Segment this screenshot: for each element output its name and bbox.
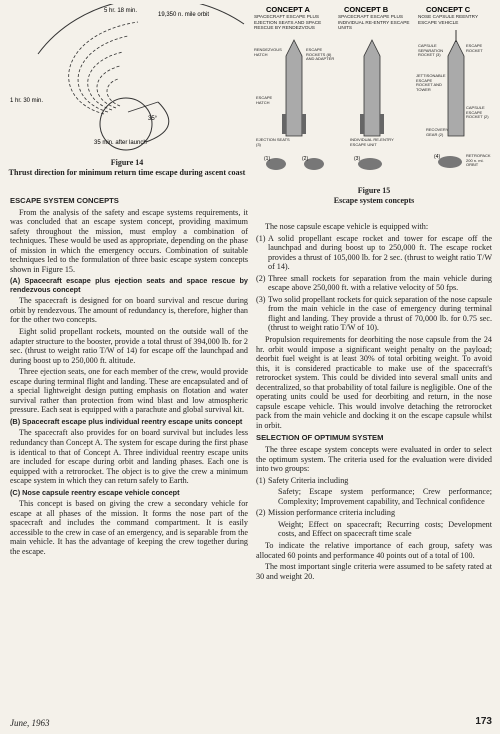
concept-a-rocket-left xyxy=(282,114,286,134)
figure-14 xyxy=(8,4,246,186)
figure-15-number: Figure 15 xyxy=(357,186,391,195)
lbl-retropack-wrap xyxy=(466,154,494,174)
list-item-3 xyxy=(256,295,492,333)
vignette-3 xyxy=(358,158,382,170)
thrust-line xyxy=(128,102,158,112)
figure-15-diagram xyxy=(254,4,494,184)
label-jettisonable: JETTISONABLE ESCAPE ROCKET AND TOWER xyxy=(416,74,446,92)
label-escape-rocket: ESCAPE ROCKET xyxy=(466,44,483,53)
group-item-2 xyxy=(256,508,492,518)
para-a1: The spacecraft is designed for on board survival and rescue during orbit by rendezvous. The amount of redundancy is, therefore, higher than for the other two concepts. xyxy=(10,296,248,325)
list-num-3: (3) xyxy=(256,294,266,304)
list-text-2: Three small rockets for separation from the main vehicle during escape above 250,000 ft. with a relative velocity of 50 fps. xyxy=(268,273,492,293)
para-importance: To indicate the relative importance of each group, safety was allocated 60 points and performance 40 points out of a total of 100. xyxy=(256,540,492,560)
group-num-1: (1) xyxy=(256,475,266,485)
list-text-3: Two solid propellant rockets for quick separation of the nose capsule from the main vehicle in the case of emergency during terminal flight and landing. They provide a thrust of 70,000 lb. for 0.75 sec. (thrust to weight ratio T/W of 10). xyxy=(268,294,492,333)
heading-concept-b: (B) Spacecraft escape plus individual reentry escape units concept xyxy=(10,416,243,426)
concept-c-title: CONCEPT C xyxy=(426,5,471,14)
concept-b-subtitle: SPACECRAFT ESCAPE PLUS INDIVIDUAL RE-ENTRY ESCAPE UNITS xyxy=(338,14,410,31)
lbl-ejection-wrap xyxy=(256,138,290,152)
label-capsule-escape: CAPSULE ESCAPE ROCKET (2) xyxy=(466,106,489,120)
lbl-capsule-escape-wrap xyxy=(466,106,494,124)
figure-15 xyxy=(254,4,494,204)
list-item-1 xyxy=(256,234,492,272)
label-5hr: 5 hr. 18 min. xyxy=(104,8,138,14)
trajectory-3 xyxy=(88,52,123,110)
lbl-escape-rockets-wrap xyxy=(306,48,340,68)
figure-15-title: Escape system concepts xyxy=(333,196,415,205)
marker-3: (3) xyxy=(354,156,361,162)
list-text-1: A solid propellant escape rocket and tower for escape off the launchpad and during boost up to 250,000 ft. The escape rocket provides a thrust of 105,000 lb. for 2 sec. (thrust to weight ratio T/W of 14). xyxy=(268,233,492,272)
lbl-escape-rocket-wrap xyxy=(466,44,494,58)
marker-2: (2) xyxy=(302,156,309,162)
para-b1: The spacecraft also provides for on board survival but includes less redundancy than Concept A. The system for escape during the first phase is identical to that of Concept A. Three individual reentry escape units are included for escape during orbit and landing phases. Each one is equipped with a retrorocket. The object is to give the crew a minimum escape system in which they can return safely to Earth. xyxy=(10,428,248,486)
para-equipped: The nose capsule escape vehicle is equipped with: xyxy=(265,222,429,231)
trajectory-4 xyxy=(97,66,120,108)
concept-c-subtitle: NOSE CAPSULE REENTRY ESCAPE VEHICLE xyxy=(418,14,479,25)
concept-a-rocket-right xyxy=(302,114,306,134)
concept-b-vehicle xyxy=(364,40,380,136)
label-capsule-separation: CAPSULE SEPARATION ROCKET (3) xyxy=(418,44,444,58)
marker-1: (1) xyxy=(264,156,271,162)
figure-14-title: Thrust direction for minimum return time escape during ascent coast xyxy=(8,168,246,177)
label-escape-hatch: ESCAPE HATCH xyxy=(256,96,273,105)
concept-b-title: CONCEPT B xyxy=(344,5,389,14)
label-35min: 35 min. after launch xyxy=(94,140,147,146)
para-evaluation: The three escape system concepts were evaluated in order to select the optimum system. The criteria used for the evaluation were divided into two groups: xyxy=(256,445,492,474)
trajectory-1 xyxy=(69,22,138,114)
para-a3: Three ejection seats, one for each member of the crew, would provide escape during terminal flight and landing. These are encapsulated and of a special lightweight design putting emphasis on flotation and water survival rather than protection from wind blast and low atmospheric pressure. Each seat is equipped with a parachute and global survival kit. xyxy=(10,367,248,415)
concept-a-vehicle xyxy=(286,40,302,136)
lbl-individual-wrap xyxy=(350,138,396,156)
lbl-capsule-sep-wrap xyxy=(418,44,448,64)
para-c1: This concept is based on giving the crew a secondary vehicle for escape at all phases of the mission. It forms the nose part of the spacecraft and includes the command compartment. It is easily accessible to the crew in case of an emergency, and is separable from the main vehicle. It has the advantage of keeping the crew together during the escape. xyxy=(10,499,248,556)
para-intro: From the analysis of the safety and escape systems requirements, it was concluded that an escape system concept, providing maximum safety throughout the mission, must employ a combination of techniques. These would be used as appropriate, depending on the phase of mission in which the emergency occurs. Combination of suitable techniques led to the formulation of three basic escape system concepts shown in Figure 15. xyxy=(10,207,248,274)
group-text-1: Safety Criteria including xyxy=(268,475,349,485)
trajectory-2 xyxy=(78,36,128,112)
group-text-2: Mission performance criteria including xyxy=(268,508,396,518)
para-criteria: The most important single criteria were assumed to be safety rated at 30 and weight 20. xyxy=(256,562,492,581)
group-num-2: (2) xyxy=(256,508,266,518)
lbl-jettison-wrap xyxy=(416,74,448,98)
left-column xyxy=(10,193,248,559)
list-num-1: (1) xyxy=(256,233,266,243)
label-angle: 35° xyxy=(148,116,158,122)
label-1hr: 1 hr. 30 min. xyxy=(10,98,44,104)
heading-escape-concepts: ESCAPE SYSTEM CONCEPTS xyxy=(10,196,119,205)
page-number: 173 xyxy=(475,716,492,727)
figure-14-diagram xyxy=(8,4,246,152)
para-propulsion: Propulsion requirements for deorbiting the nose capsule from the 24 hr. orbit would impose a significant weight penalty on the payload; deorbit fuel weight is at least 30% of total orbiting weight. To avoid this, it is considered practicable to make use of the spacecraft's retrorocket system. This could be divided into several small units and decentralized, so that probability of total failure is negligible. One of the operating units could be used for deorbiting and return, in the nose capsule escape vehicle. This would involve detaching the retrorocket pack from the main vehicle and docking it on the escape capsule whilst in orbit. xyxy=(256,335,492,430)
lbl-escape-hatch-wrap xyxy=(256,96,284,110)
figure-15-caption xyxy=(254,186,494,206)
label-escape-rockets: ESCAPE ROCKETS (8) AND ADAPTER xyxy=(306,48,335,62)
figure-14-caption xyxy=(8,158,246,178)
figure-14-number: Figure 14 xyxy=(110,158,144,167)
vignette-4 xyxy=(438,156,462,168)
right-column xyxy=(256,222,492,583)
concept-b-rocket-right xyxy=(380,114,384,134)
heading-selection: SELECTION OF OPTIMUM SYSTEM xyxy=(256,433,384,443)
para-a2: Eight solid propellant rockets, mounted on the outside wall of the adapter structure to the booster, provide a total thrust of 394,000 lb. for 2 sec. (thrust to weight ratio T/W of 14) for escape off the launchpad and during boost up to 250,000 ft. altitude. xyxy=(10,327,248,365)
label-orbit: 19,350 n. mile orbit xyxy=(158,12,210,18)
group-sub-1: Safety; Escape system performance; Crew performance; Complexity; Improvement capability, and Technical confidence xyxy=(278,487,492,506)
concept-b-rocket-left xyxy=(360,114,364,134)
trajectory-5 xyxy=(107,79,120,106)
label-individual-reentry: INDIVIDUAL RE-ENTRY ESCAPE UNIT xyxy=(350,138,394,147)
label-rendezvous-hatch: RENDEZVOUS HATCH xyxy=(254,48,282,57)
label-ejection-seats: EJECTION SEATS (3) xyxy=(256,138,290,147)
concept-a-title: CONCEPT A xyxy=(266,5,310,14)
heading-concept-c: (C) Nose capsule reentry escape vehicle concept xyxy=(10,487,180,497)
concept-a-subtitle: SPACECRAFT ESCAPE PLUS EJECTION SEATS AND SPACE RESCUE BY RENDEZVOUS xyxy=(254,14,322,31)
list-num-2: (2) xyxy=(256,273,266,283)
label-retropack: RETROPACK 200 n. mi. ORBIT xyxy=(466,154,491,168)
lbl-recovery-wrap xyxy=(426,128,460,142)
heading-concept-a: (A) Spacecraft escape plus ejection seats and space rescue by rendezvous concept xyxy=(10,276,248,294)
list-item-2 xyxy=(256,274,492,293)
concept-b-sub-wrap xyxy=(338,14,414,46)
footer-date: June, 1963 xyxy=(10,718,50,728)
group-sub-2: Weight; Effect on spacecraft; Recurring costs; Development costs, and Effect on spacecraft time scale xyxy=(278,519,492,539)
lbl-rendezvous-wrap xyxy=(254,48,284,62)
group-item-1 xyxy=(256,476,492,486)
marker-4: (4) xyxy=(434,154,441,160)
orbit-arc xyxy=(38,4,244,54)
label-recovery-gear: RECOVERY GEAR (2) xyxy=(426,128,449,137)
concept-c-vehicle xyxy=(448,40,464,136)
